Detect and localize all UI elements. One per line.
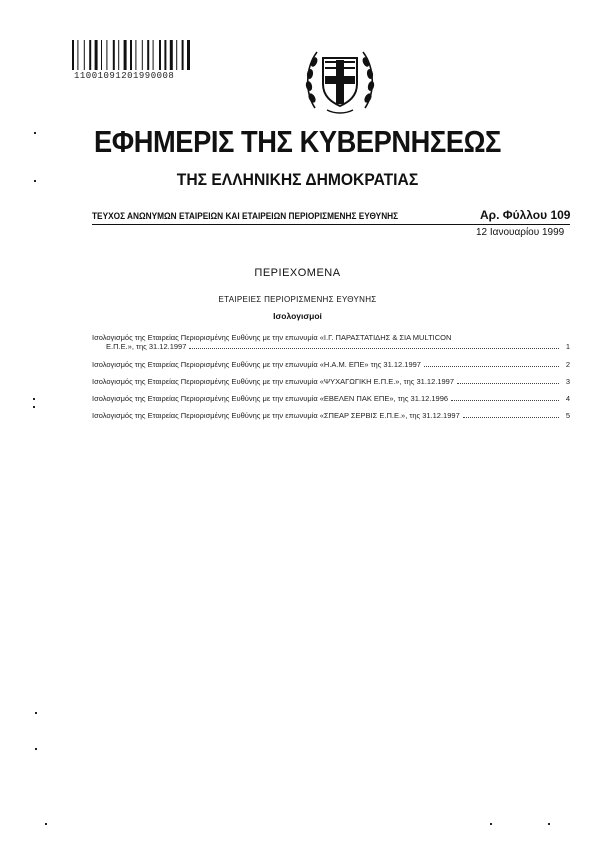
header-rule <box>92 224 570 225</box>
barcode-bar <box>170 40 173 70</box>
barcode-bar <box>187 40 190 70</box>
barcode-bar <box>95 40 98 70</box>
barcode-bar <box>153 40 154 70</box>
barcode-bar <box>164 40 166 70</box>
entry-text: Ισολογισμός της Εταιρείας Περιορισμένης Ευθύνης με την επωνυμία «ΕΒΕΛΕΝ ΠΑΚ ΕΠΕ», της 31.12.1996 <box>92 394 449 403</box>
scan-mark <box>35 748 37 750</box>
barcode-bar <box>135 40 136 70</box>
section-heading: ΕΤΑΙΡΕΙΕΣ ΠΕΡΙΟΡΙΣΜΕΝΗΣ ΕΥΘΥΝΗΣ <box>218 295 377 304</box>
barcode-bar <box>130 40 132 70</box>
entry-page-number: 1 <box>565 342 570 351</box>
contents-entry <box>92 333 570 351</box>
entry-page-number: 4 <box>565 394 570 403</box>
barcode <box>72 40 212 70</box>
subsection-heading: Ισολογισμοί <box>273 311 322 321</box>
sheet-number: Αρ. Φύλλου 109 <box>480 208 571 222</box>
entry-page-number: 5 <box>565 411 570 420</box>
barcode-bar <box>113 40 115 70</box>
barcode-bar <box>124 40 127 70</box>
scan-mark <box>45 823 47 825</box>
barcode-bar <box>106 40 107 70</box>
contents-title: ΠΕΡΙΕΧΟΜΕΝΑ <box>254 267 341 279</box>
entry-text: Ισολογισμός της Εταιρείας Περιορισμένης Ευθύνης με την επωνυμία «Η.Α.Μ. ΕΠΕ» της 31.12.1997 <box>92 360 421 369</box>
gazette-subtitle: ΤΗΣ ΕΛΛΗΝΙΚΗΣ ΔΗΜΟΚΡΑΤΙΑΣ <box>176 170 419 189</box>
entry-text-line1: Ισολογισμός της Εταιρείας Περιορισμένης Ευθύνης με την επωνυμία «Ι.Γ. ΠΑΡΑΣΤΑΤΙΔΗΣ & ΣΙΑ MULTICON <box>92 333 452 342</box>
scan-mark <box>33 406 35 408</box>
barcode-bar <box>182 40 184 70</box>
barcode-bar <box>77 40 78 70</box>
scan-mark <box>35 712 37 714</box>
entry-text: Ισολογισμός της Εταιρείας Περιορισμένης Ευθύνης με την επωνυμία «ΣΠΕΑΡ ΣΕΡΒΙΣ Ε.Π.Ε.», της 31.12.1997 <box>92 411 460 420</box>
scan-mark <box>33 398 35 400</box>
barcode-bar <box>89 40 91 70</box>
barcode-bar <box>142 40 143 70</box>
barcode-bar <box>72 40 74 70</box>
leader-dots <box>424 366 559 367</box>
scan-mark <box>34 180 36 182</box>
issue-date: 12 Ιανουαρίου 1999 <box>476 227 565 238</box>
contents-entry <box>92 411 570 420</box>
scan-mark <box>490 823 492 825</box>
barcode-bar <box>176 40 177 70</box>
coat-of-arms-emblem <box>303 38 377 118</box>
contents-entry <box>92 394 570 403</box>
entry-text-line2: Ε.Π.Ε.», της 31.12.1997 <box>106 342 187 351</box>
issue-type: ΤΕΥΧΟΣ ΑΝΩΝΥΜΩΝ ΕΤΑΙΡΕΙΩΝ ΚΑΙ ΕΤΑΙΡΕΙΩΝ ΠΕΡΙΟΡΙΣΜΕΝΗΣ ΕΥΘΥΝΗΣ <box>92 211 399 221</box>
contents-entry <box>92 377 570 386</box>
gazette-title: ΕΦΗΜΕΡΙΣ ΤΗΣ ΚΥΒΕΡΝΗΣΕΩΣ <box>94 124 501 159</box>
barcode-bar <box>159 40 161 70</box>
barcode-number: 11001091201990008 <box>74 71 175 81</box>
leader-dots <box>189 348 559 349</box>
scan-mark <box>548 823 550 825</box>
barcode-bar <box>118 40 119 70</box>
leader-dots <box>451 400 559 401</box>
scan-mark <box>34 132 36 134</box>
leader-dots <box>457 383 559 384</box>
leader-dots <box>463 417 559 418</box>
entry-text: Ισολογισμός της Εταιρείας Περιορισμένης Ευθύνης με την επωνυμία «ΨΥΧΑΓΩΓΙΚΗ Ε.Π.Ε.», της 31.12.1997 <box>92 377 455 386</box>
contents-entry <box>92 360 570 369</box>
entry-page-number: 3 <box>565 377 570 386</box>
barcode-bar <box>147 40 149 70</box>
barcode-bar <box>101 40 102 70</box>
barcode-bar <box>84 40 85 70</box>
entry-page-number: 2 <box>565 360 570 369</box>
